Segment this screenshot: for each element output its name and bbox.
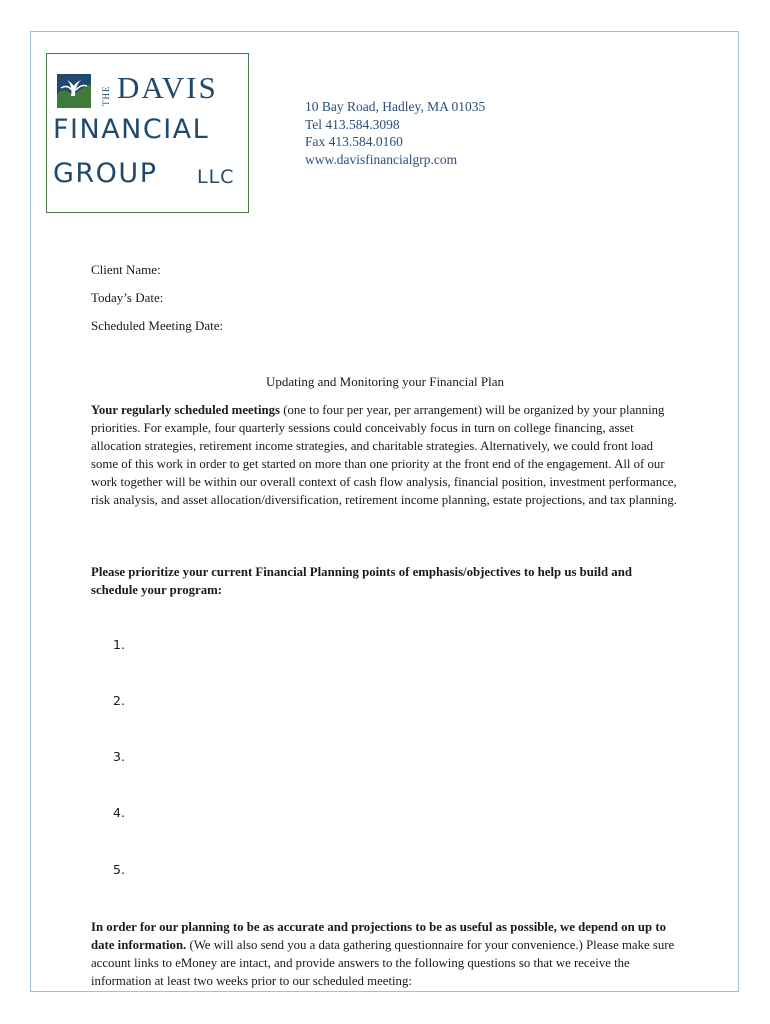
contact-fax: Fax 413.584.0160 [305, 134, 403, 149]
client-name-label: Client Name: [91, 262, 161, 277]
meeting-date-label: Scheduled Meeting Date: [91, 318, 224, 333]
logo-the-text: THE [101, 85, 111, 106]
closing-body: (We will also send you a data gathering questionnaire for your convenience.) Please make sure account links to eMoney are intact, and provide answers to the following questions so that we receive the information at least two weeks prior to our scheduled meeting: [91, 938, 675, 988]
contact-block [305, 98, 485, 168]
logo-group-text: GROUP [53, 158, 158, 189]
priority-item-2: 2. [113, 693, 125, 708]
prioritize-instruction: Please prioritize your current Financial Planning points of emphasis/objectives to help us build and schedule your program: [91, 565, 632, 597]
intro-body: (one to four per year, per arrangement) will be organized by your planning priorities. For example, four quarterly sessions could conceivably focus in turn on college financing, asset allocation strategies, retirement income strategies, and charitable strategies. Alternatively, we could front load some of this work in order to get started on more than one priority at the front end of the engagement. All of our work together will be within our overall context of cash flow analysis, financial position, investment performance, risk analysis, and asset allocation/diversification, retirement income planning, estate projections, and tax planning. [91, 403, 678, 507]
closing-bold-lead: In order for our planning to be as accurate and projections to be as useful as possible, we depend on up to date information. [91, 920, 666, 952]
closing-paragraph [91, 918, 681, 990]
logo-llc-text: LLC [197, 166, 235, 188]
priority-item-5: 5. [113, 862, 125, 877]
logo-davis-text: DAVIS [117, 70, 218, 105]
intro-paragraph [91, 401, 681, 509]
todays-date-label: Today’s Date: [91, 290, 164, 305]
section-title: Updating and Monitoring your Financial Plan [266, 374, 504, 389]
intro-bold-lead: Your regularly scheduled meetings [91, 403, 280, 417]
tree-emblem-icon [57, 74, 91, 108]
priority-item-3: 3. [113, 749, 125, 764]
contact-tel: Tel 413.584.3098 [305, 116, 400, 132]
priority-item-1: 1. [113, 637, 125, 652]
contact-website: www.davisfinancialgrp.com [305, 151, 458, 167]
priority-item-4: 4. [113, 805, 125, 820]
company-logo [46, 53, 249, 213]
logo-financial-text: FINANCIAL [53, 114, 210, 145]
contact-address: 10 Bay Road, Hadley, MA 01035 [305, 99, 486, 114]
